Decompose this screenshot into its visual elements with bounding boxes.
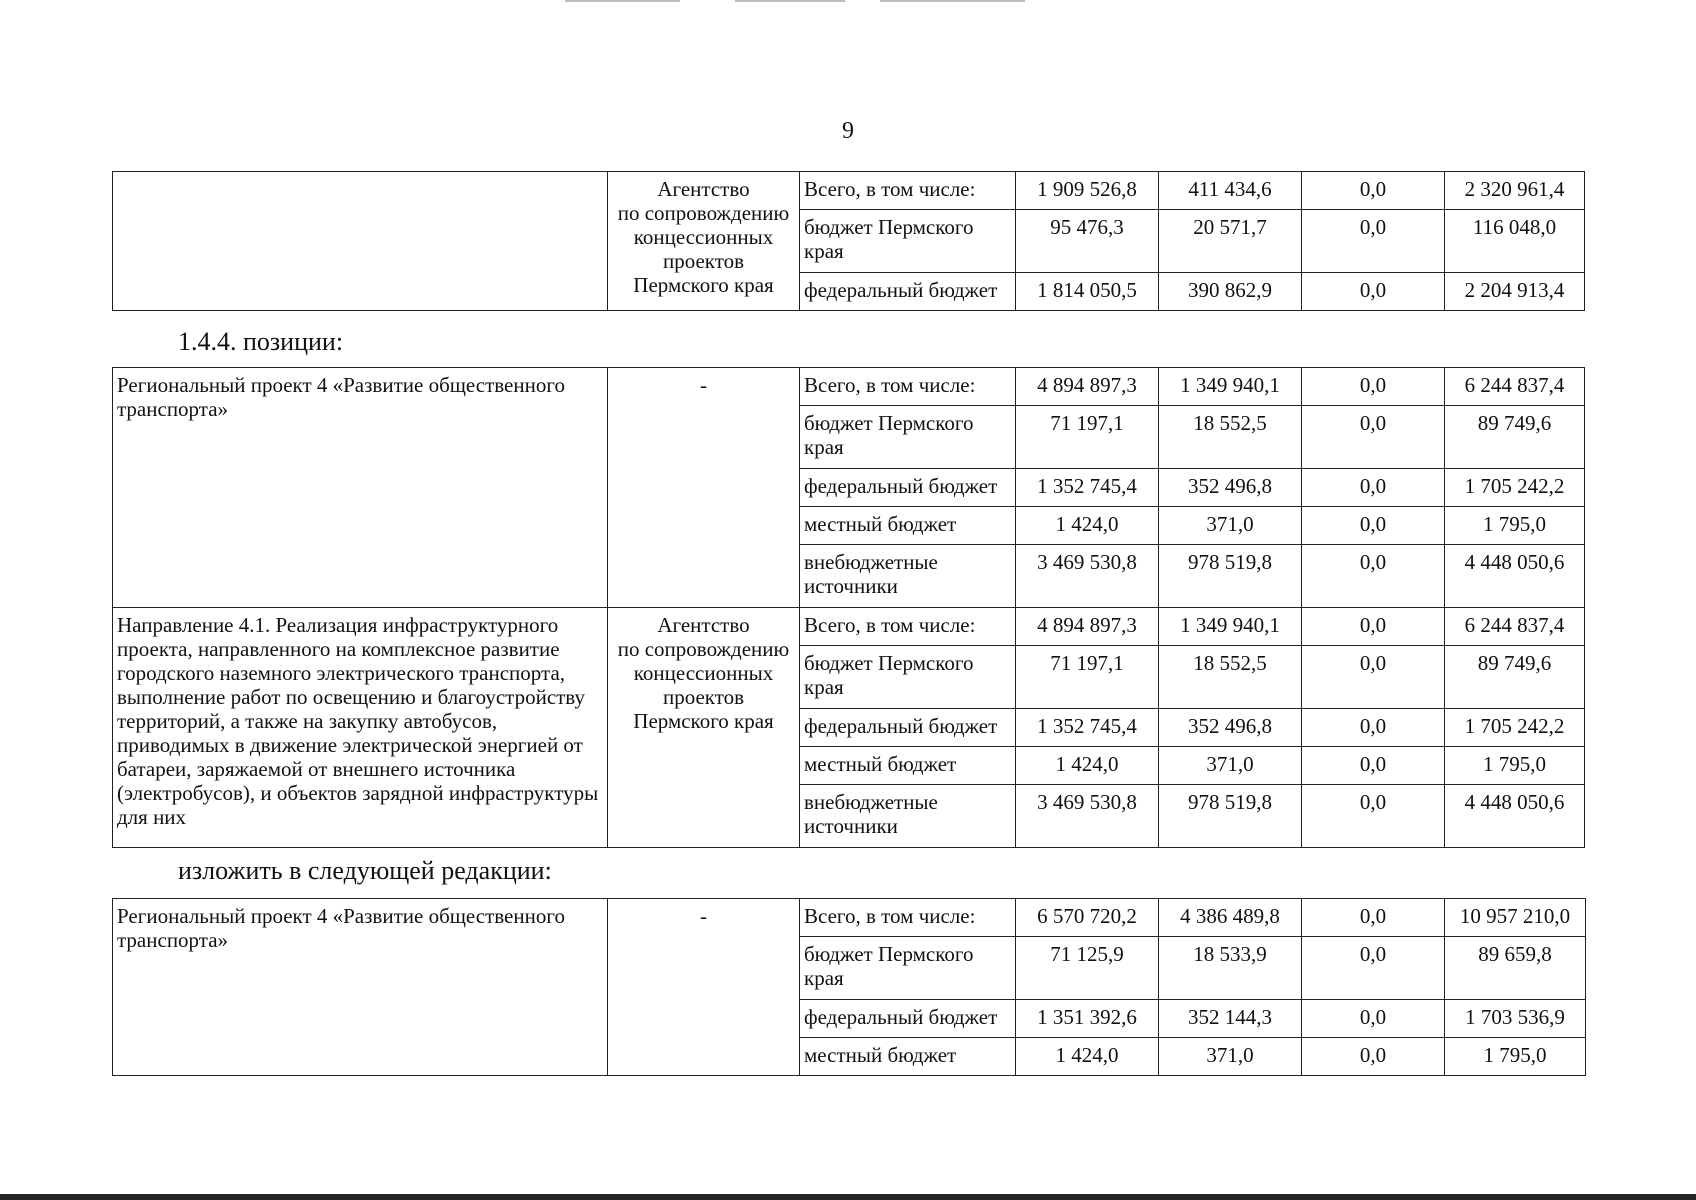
value-cell: 1 795,0 bbox=[1445, 1038, 1586, 1076]
section-heading-new: изложить в следующей редакции: bbox=[178, 856, 552, 885]
source-cell: федеральный бюджет bbox=[800, 273, 1016, 311]
scan-edge-bottom bbox=[0, 1194, 1696, 1200]
value-cell: 2 320 961,4 bbox=[1445, 172, 1585, 210]
table-new-edition bbox=[112, 898, 1586, 1076]
org-cell bbox=[608, 608, 800, 848]
value-cell: 0,0 bbox=[1302, 210, 1445, 273]
value-cell: 18 552,5 bbox=[1159, 646, 1302, 709]
value-cell: 4 448 050,6 bbox=[1445, 785, 1585, 848]
value-cell: 411 434,6 bbox=[1159, 172, 1302, 210]
value-cell: 1 424,0 bbox=[1016, 1038, 1159, 1076]
value-cell: 0,0 bbox=[1302, 899, 1445, 937]
value-cell: 95 476,3 bbox=[1016, 210, 1159, 273]
value-cell: 1 795,0 bbox=[1445, 507, 1585, 545]
value-cell: 978 519,8 bbox=[1159, 785, 1302, 848]
source-cell: Всего, в том числе: bbox=[800, 172, 1016, 210]
value-cell: 0,0 bbox=[1302, 172, 1445, 210]
value-cell: 6 244 837,4 bbox=[1445, 608, 1585, 646]
org-line: концессионных bbox=[633, 225, 774, 249]
value-cell: 1 705 242,2 bbox=[1445, 709, 1585, 747]
source-cell: местный бюджет bbox=[800, 1038, 1016, 1076]
value-cell: 1 351 392,6 bbox=[1016, 1000, 1159, 1038]
org-cell: - bbox=[608, 368, 800, 608]
value-cell: 978 519,8 bbox=[1159, 545, 1302, 608]
source-cell: федеральный бюджет bbox=[800, 469, 1016, 507]
source-cell: федеральный бюджет bbox=[800, 1000, 1016, 1038]
project-name-cell: Региональный проект 4 «Развитие общественного транспорта» bbox=[113, 368, 608, 608]
org-line: по сопровождению bbox=[617, 201, 790, 225]
value-cell: 1 909 526,8 bbox=[1016, 172, 1159, 210]
value-cell: 116 048,0 bbox=[1445, 210, 1585, 273]
value-cell: 1 705 242,2 bbox=[1445, 469, 1585, 507]
value-cell: 71 197,1 bbox=[1016, 406, 1159, 469]
value-cell: 71 125,9 bbox=[1016, 937, 1159, 1000]
value-cell: 4 448 050,6 bbox=[1445, 545, 1585, 608]
org-line: концессионных bbox=[633, 661, 774, 685]
value-cell: 0,0 bbox=[1302, 1038, 1445, 1076]
org-line: проектов bbox=[662, 685, 745, 709]
scan-edge-top-left bbox=[565, 0, 680, 2]
org-line: Агентство bbox=[657, 177, 750, 201]
value-cell: 89 659,8 bbox=[1445, 937, 1586, 1000]
direction-name-cell: Направление 4.1. Реализация инфраструктурного проекта, направленного на комплексное развитие городского наземного электрического транспорта, выполнение работ по освещению и благоустройству территорий, а также на закупку автобусов, приводимых в движение электрической энергией от батареи, заряжаемой от внешнего источника (электробусов), и объектов зарядной инфраструктуры для них bbox=[113, 608, 608, 848]
scan-edge-top-right bbox=[880, 0, 1025, 2]
value-cell: 1 352 745,4 bbox=[1016, 469, 1159, 507]
source-cell: Всего, в том числе: bbox=[800, 608, 1016, 646]
org-line: Пермского края bbox=[633, 709, 774, 733]
org-line: Агентство bbox=[657, 613, 750, 637]
value-cell: 371,0 bbox=[1159, 1038, 1302, 1076]
value-cell: 0,0 bbox=[1302, 469, 1445, 507]
value-cell: 89 749,6 bbox=[1445, 646, 1585, 709]
scan-edge-top-center bbox=[735, 0, 845, 2]
value-cell: 0,0 bbox=[1302, 406, 1445, 469]
value-cell: 71 197,1 bbox=[1016, 646, 1159, 709]
value-cell: 1 424,0 bbox=[1016, 507, 1159, 545]
value-cell: 6 244 837,4 bbox=[1445, 368, 1585, 406]
value-cell: 0,0 bbox=[1302, 747, 1445, 785]
source-cell: внебюджетные источники bbox=[800, 785, 1016, 848]
value-cell: 3 469 530,8 bbox=[1016, 785, 1159, 848]
source-cell: Всего, в том числе: bbox=[800, 368, 1016, 406]
project-name-cell: Региональный проект 4 «Развитие общественного транспорта» bbox=[113, 899, 608, 1076]
value-cell: 4 386 489,8 bbox=[1159, 899, 1302, 937]
source-cell: местный бюджет bbox=[800, 747, 1016, 785]
value-cell: 0,0 bbox=[1302, 785, 1445, 848]
table-positions bbox=[112, 367, 1585, 848]
source-cell: Всего, в том числе: bbox=[800, 899, 1016, 937]
value-cell: 352 144,3 bbox=[1159, 1000, 1302, 1038]
value-cell: 0,0 bbox=[1302, 545, 1445, 608]
org-line: проектов bbox=[662, 249, 745, 273]
value-cell: 352 496,8 bbox=[1159, 469, 1302, 507]
source-cell: федеральный бюджет bbox=[800, 709, 1016, 747]
value-cell: 1 795,0 bbox=[1445, 747, 1585, 785]
value-cell: 0,0 bbox=[1302, 507, 1445, 545]
value-cell: 18 533,9 bbox=[1159, 937, 1302, 1000]
value-cell: 18 552,5 bbox=[1159, 406, 1302, 469]
value-cell: 4 894 897,3 bbox=[1016, 608, 1159, 646]
source-cell: бюджет Пермского края bbox=[800, 646, 1016, 709]
source-cell: бюджет Пермского края bbox=[800, 406, 1016, 469]
table-continuation bbox=[112, 171, 1585, 311]
value-cell: 0,0 bbox=[1302, 1000, 1445, 1038]
source-cell: бюджет Пермского края bbox=[800, 937, 1016, 1000]
value-cell: 6 570 720,2 bbox=[1016, 899, 1159, 937]
value-cell: 1 703 536,9 bbox=[1445, 1000, 1586, 1038]
value-cell: 4 894 897,3 bbox=[1016, 368, 1159, 406]
value-cell: 390 862,9 bbox=[1159, 273, 1302, 311]
source-cell: внебюджетные источники bbox=[800, 545, 1016, 608]
value-cell: 371,0 bbox=[1159, 507, 1302, 545]
value-cell: 0,0 bbox=[1302, 608, 1445, 646]
org-cell: - bbox=[608, 899, 800, 1076]
page-number: 9 bbox=[842, 118, 854, 144]
value-cell: 20 571,7 bbox=[1159, 210, 1302, 273]
value-cell: 89 749,6 bbox=[1445, 406, 1585, 469]
value-cell: 1 349 940,1 bbox=[1159, 368, 1302, 406]
value-cell: 0,0 bbox=[1302, 709, 1445, 747]
value-cell: 371,0 bbox=[1159, 747, 1302, 785]
value-cell: 1 352 745,4 bbox=[1016, 709, 1159, 747]
value-cell: 0,0 bbox=[1302, 937, 1445, 1000]
value-cell: 10 957 210,0 bbox=[1445, 899, 1586, 937]
value-cell: 1 424,0 bbox=[1016, 747, 1159, 785]
value-cell: 0,0 bbox=[1302, 646, 1445, 709]
org-line: Пермского края bbox=[633, 273, 774, 297]
source-cell: местный бюджет bbox=[800, 507, 1016, 545]
section-heading-positions: 1.4.4. позиции: bbox=[178, 327, 344, 356]
empty-name-cell bbox=[113, 172, 608, 311]
source-cell: бюджет Пермского края bbox=[800, 210, 1016, 273]
org-cell bbox=[608, 172, 800, 311]
value-cell: 3 469 530,8 bbox=[1016, 545, 1159, 608]
value-cell: 1 349 940,1 bbox=[1159, 608, 1302, 646]
value-cell: 0,0 bbox=[1302, 273, 1445, 311]
value-cell: 2 204 913,4 bbox=[1445, 273, 1585, 311]
value-cell: 352 496,8 bbox=[1159, 709, 1302, 747]
value-cell: 0,0 bbox=[1302, 368, 1445, 406]
org-line: по сопровождению bbox=[617, 637, 790, 661]
value-cell: 1 814 050,5 bbox=[1016, 273, 1159, 311]
